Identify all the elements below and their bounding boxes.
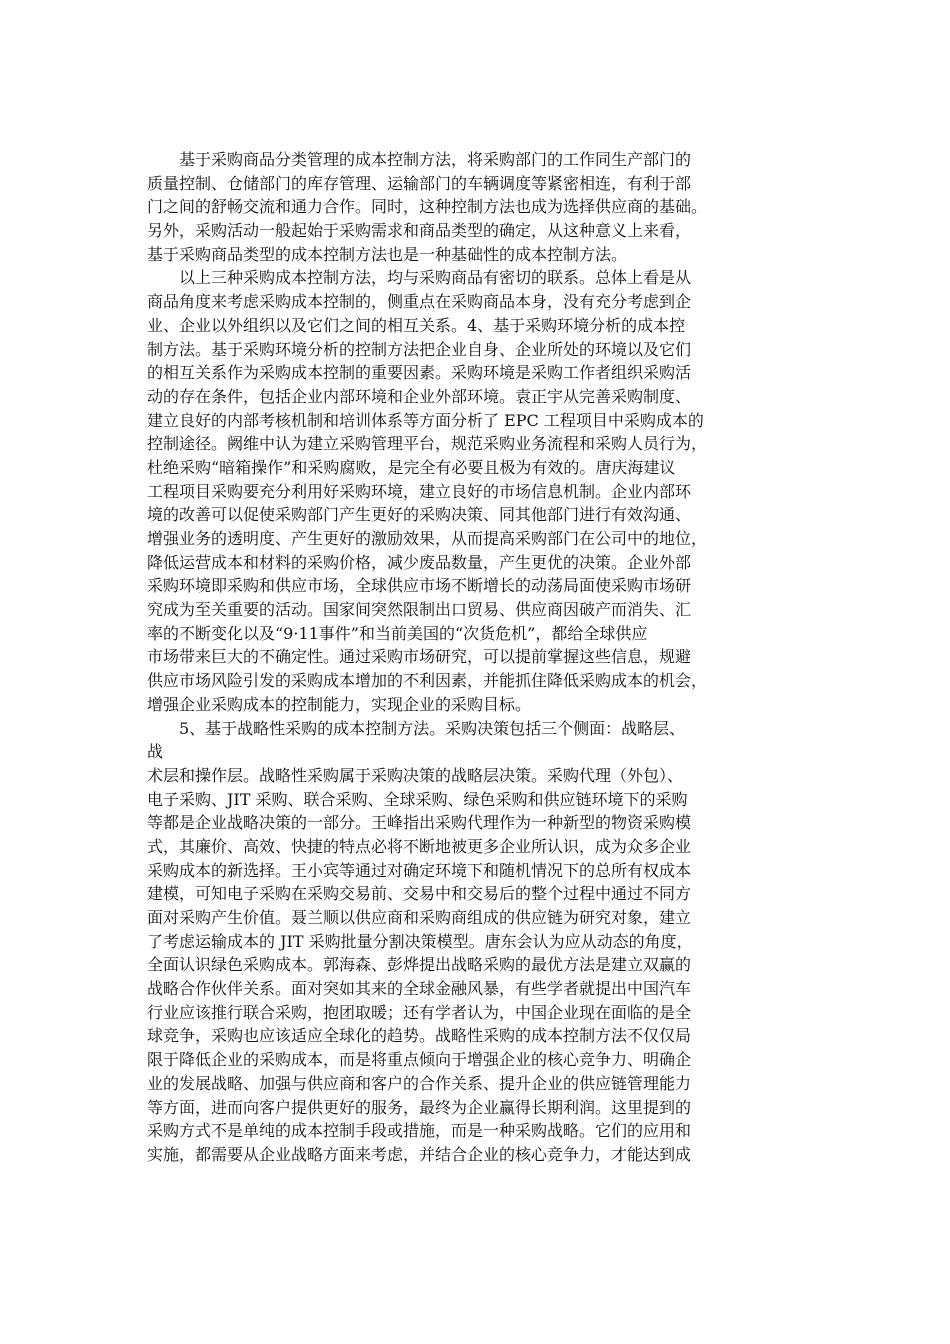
text-line: 基于采购商品类型的成本控制方法也是一种基础性的成本控制方法。: [147, 244, 628, 264]
text-line: 5、基于战略性采购的成本控制方法。采购决策包括三个侧面：战略层、: [147, 718, 686, 738]
text-line: 以上三种采购成本控制方法，均与采购商品有密切的联系。总体上看是从: [147, 268, 692, 288]
text-line: 术层和操作层。战略性采购属于采购决策的战略层决策。采购代理（外包）、: [147, 765, 684, 785]
text-line: 全面认识绿色采购成本。郭海森、彭烨提出战略采购的最优方法是建立双赢的: [147, 955, 692, 975]
document-body: [147, 148, 807, 1167]
text-line: 式，其廉价、高效、快捷的特点必将不断地被更多企业所认识，成为众多企业: [147, 836, 692, 856]
text-line: 实施，都需要从企业战略方面来考虑，并结合企业的核心竞争力，才能达到成: [147, 1144, 692, 1164]
text-line: 的相互关系作为采购成本控制的重要因素。采购环境是采购工作者组织采购活: [147, 363, 692, 383]
text-line: 质量控制、仓储部门的库存管理、运输部门的车辆调度等紧密相连，有利于部: [147, 173, 692, 193]
text-line: 动的存在条件，包括企业内部环境和企业外部环境。袁正宇从完善采购制度、: [147, 386, 692, 406]
text-line: 采购成本的新选择。王小宾等通过对确定环境下和随机情况下的总所有权成本: [147, 860, 692, 880]
text-line: 采购环境即采购和供应市场，全球供应市场不断增长的动荡局面使采购市场研: [147, 576, 692, 596]
text-line: 行业应该推行联合采购，抱团取暖；还有学者认为，中国企业现在面临的是全: [147, 1002, 692, 1022]
text-line: 增强业务的透明度、产生更好的激励效果，从而提高采购部门在公司中的地位，: [147, 529, 708, 548]
text-line: 市场带来巨大的不确定性。通过采购市场研究，可以提前掌握这些信息，规避: [147, 647, 692, 667]
text-line: 降低运营成本和材料的采购价格，减少废品数量，产生更优的决策。企业外部: [147, 552, 692, 572]
text-line: 建模，可知电子采购在采购交易前、交易中和交易后的整个过程中通过不同方: [147, 884, 692, 904]
text-line: 业、企业以外组织以及它们之间的相互关系。4、基于采购环境分析的成本控: [147, 315, 686, 335]
text-line: 限于降低企业的采购成本，而是将重点倾向于增强企业的核心竞争力、明确企: [147, 1050, 692, 1070]
text-line: 采购方式不是单纯的成本控制手段或措施，而是一种采购战略。它们的应用和: [147, 1121, 692, 1141]
text-line: 供应市场风险引发的采购成本增加的不利因素，并能抓住降低采购成本的机会，: [147, 671, 708, 691]
text-line: 控制途径。阙维中认为建立采购管理平台，规范采购业务流程和采购人员行为，: [147, 434, 708, 454]
text-line: 电子采购、JIT 采购、联合采购、全球采购、绿色采购和供应链环境下的采购: [147, 789, 688, 809]
text-line: 了考虑运输成本的 JIT 采购批量分割决策模型。唐东会认为应从动态的角度，: [147, 931, 693, 951]
text-line: 建立良好的内部考核机制和培训体系等方面分析了 EPC 工程项目中采购成本的: [147, 410, 704, 430]
text-line: 等都是企业战略决策的一部分。王峰指出采购代理作为一种新型的物资采购模: [147, 813, 692, 833]
text-line: 业的发展战略、加强与供应商和客户的合作关系、提升企业的供应链管理能力: [147, 1073, 692, 1093]
text-line: 球竞争，采购也应该适应全球化的趋势。战略性采购的成本控制方法不仅仅局: [147, 1026, 692, 1046]
text-line: 门之间的舒畅交流和通力合作。同时，这种控制方法也成为选择供应商的基础。: [147, 197, 708, 217]
text-line: 战略合作伙伴关系。面对突如其来的全球金融风暴，有些学者就提出中国汽车: [147, 979, 692, 999]
text-line: 商品角度来考虑采购成本控制的，侧重点在采购商品本身，没有充分考虑到企: [147, 292, 692, 312]
text-line: 战: [147, 742, 164, 762]
text-line: 率的不断变化以及“9·11事件”和当前美国的“次货危机”，都给全球供应: [147, 623, 648, 643]
text-line: 境的改善可以促使采购部门产生更好的采购决策、同其他部门进行有效沟通、: [147, 505, 692, 525]
text-line: 制方法。基于采购环境分析的控制方法把企业自身、企业所处的环境以及它们: [147, 339, 692, 359]
text-line: 另外，采购活动一般起始于采购需求和商品类型的确定，从这种意义上来看，: [147, 221, 692, 241]
text-line: 杜绝采购“暗箱操作”和采购腐败，是完全有必要且极为有效的。唐庆海建议: [147, 457, 676, 477]
text-line: 基于采购商品分类管理的成本控制方法，将采购部门的工作同生产部门的: [147, 150, 692, 169]
text-line: 工程项目采购要充分利用好采购环境，建立良好的市场信息机制。企业内部环: [147, 481, 692, 501]
text-line: 面对采购产生价值。聂兰顺以供应商和采购商组成的供应链为研究对象，建立: [147, 908, 692, 927]
text-line: 等方面，进而向客户提供更好的服务，最终为企业赢得长期利润。这里提到的: [147, 1097, 692, 1117]
text-line: 究成为至关重要的活动。国家间突然限制出口贸易、供应商因破产而消失、汇: [147, 600, 692, 620]
text-line: 增强企业采购成本的控制能力，实现企业的采购目标。: [147, 694, 532, 714]
